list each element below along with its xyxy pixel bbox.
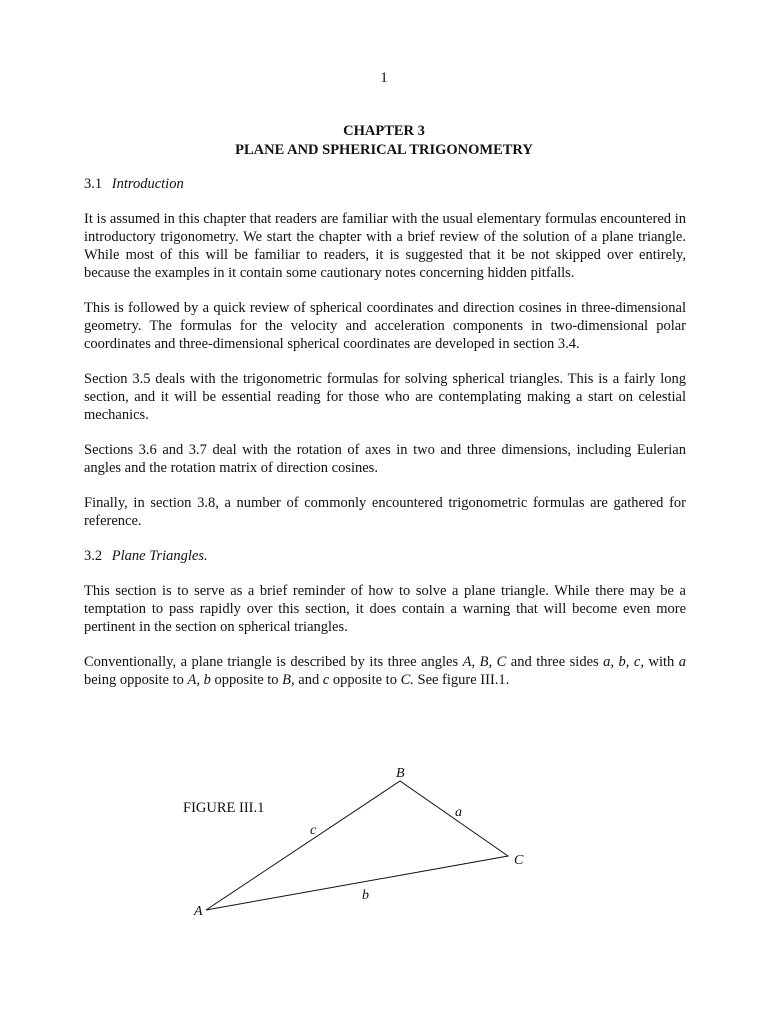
paragraph: This section is to serve as a brief reminder of how to solve a plane triangle. While there may be a temptation to pass rapidly over this section, it does contain a warning that will become even more pertinent in the section on spherical triangles. bbox=[84, 583, 686, 635]
section-heading-intro bbox=[84, 175, 686, 193]
text-run-italic: b bbox=[203, 672, 211, 688]
section-number: 3.2 bbox=[84, 548, 103, 564]
figure-caption: FIGURE III.1 bbox=[183, 800, 265, 816]
text-run: and three sides bbox=[506, 654, 604, 670]
paragraph: Finally, in section 3.8, a number of commonly encountered trigonometric formulas are gathered for reference. bbox=[84, 495, 686, 529]
paragraph bbox=[84, 653, 686, 689]
text-run-italic: A, bbox=[187, 672, 200, 688]
text-run-italic: a, b, c, bbox=[603, 654, 644, 670]
text-run: with bbox=[643, 654, 679, 670]
chapter-title: PLANE AND SPHERICAL TRIGONOMETRY bbox=[235, 142, 533, 158]
paragraph: Sections 3.6 and 3.7 deal with the rotation of axes in two and three dimensions, including Eulerian angles and the rotation matrix of direction cosines. bbox=[84, 442, 686, 476]
chapter-label: CHAPTER 3 bbox=[343, 123, 425, 139]
text-run: Conventionally, a plane triangle is described by its three angles bbox=[84, 654, 463, 670]
text-run: being opposite to bbox=[84, 672, 188, 688]
vertex-label-a: A bbox=[194, 904, 203, 919]
triangle-outline bbox=[206, 781, 508, 910]
text-run-italic: A, B, C bbox=[462, 654, 507, 670]
paragraph: It is assumed in this chapter that readers are familiar with the usual elementary formulas encountered in introductory trigonometry. We start the chapter with a brief review of the solution of a plane triangle. While most of this will be familiar to readers, it is suggested that it be not skipped over entirely, because the examples in it contain some cautionary notes concerning hidden pitfalls. bbox=[84, 211, 686, 281]
page-number: 1 bbox=[380, 70, 388, 86]
side-label-b: b bbox=[362, 888, 369, 903]
section-title: Plane Triangles. bbox=[111, 548, 208, 564]
section-number: 3.1 bbox=[84, 176, 103, 192]
text-run-italic: C. bbox=[400, 672, 414, 688]
section-heading-plane bbox=[84, 547, 686, 565]
text-run: opposite to bbox=[329, 672, 401, 688]
text-run: See figure III.1. bbox=[413, 672, 510, 688]
text-run: opposite to bbox=[210, 672, 283, 688]
triangle-diagram bbox=[0, 758, 768, 928]
side-label-a: a bbox=[455, 805, 462, 820]
chapter-heading bbox=[0, 122, 768, 160]
text-run-italic: a bbox=[678, 654, 687, 670]
vertex-label-b: B bbox=[396, 766, 405, 781]
figure-iii-1 bbox=[0, 758, 768, 928]
page-body bbox=[84, 175, 686, 706]
paragraph: This is followed by a quick review of spherical coordinates and direction cosines in three-dimensional geometry. The formulas for the velocity and acceleration components in two-dimensional polar coordinates and three-dimensional spherical coordinates are developed in section 3.4. bbox=[84, 300, 686, 352]
text-run: and bbox=[294, 672, 323, 688]
text-run-italic: c bbox=[322, 672, 330, 688]
vertex-label-c: C bbox=[514, 853, 524, 868]
side-label-c: c bbox=[310, 823, 317, 838]
text-run-italic: B, bbox=[282, 672, 295, 688]
section-title: Introduction bbox=[111, 176, 184, 192]
paragraph: Section 3.5 deals with the trigonometric formulas for solving spherical triangles. This is a fairly long section, and it will be essential reading for those who are contemplating making a start on celestial mechanics. bbox=[84, 371, 686, 423]
